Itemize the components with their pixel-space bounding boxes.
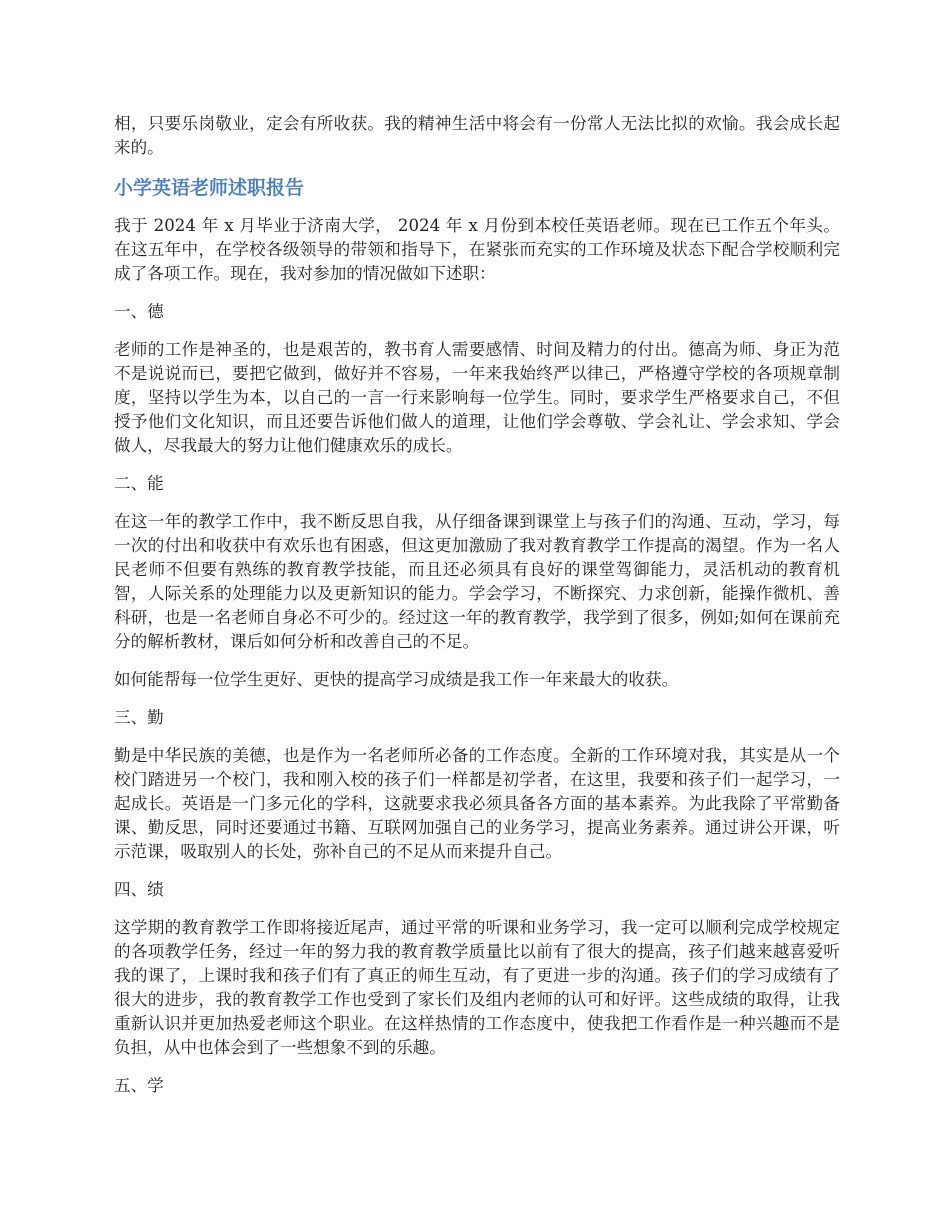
section-ji-paragraph: 这学期的教育教学工作即将接近尾声，通过平常的听课和业务学习，我一定可以顺利完成学校规定的各项教学任务，经过一年的努力我的教育教学质量比以前有了很大的提高，孩子们越来越喜爱听我的课了，上课时我和孩子们有了真正的师生互动，有了更进一步的沟通。孩子们的学习成绩有了很大的进步，我的教育教学工作也受到了家长们及组内老师的认可和好评。这些成绩的取得，让我重新认识并更加热爱老师这个职业。在这样热情的工作态度中，使我把工作看作是一种兴趣而不是负担，从中也体会到了一些想象不到的乐趣。 [114,918,840,1057]
section-heading-neng: 二、能 [114,474,164,493]
section-heading-xue: 五、学 [114,1076,164,1095]
document-title: 小学英语老师述职报告 [114,177,305,199]
section-neng-paragraph: 如何能帮每一位学生更好、更快的提高学习成绩是我工作一年来最大的收获。 [114,670,679,689]
section-neng-paragraph: 在这一年的教学工作中，我不断反思自我，从仔细备课到课堂上与孩子们的沟通、互动，学习，每一次的付出和收获中有欢乐也有困惑，但这更加激励了我对教育教学工作提高的渴望。作为一名人民老师不但要有熟练的教育教学技能，而且还必须具有良好的课堂驾御能力，灵活机动的教育机智，人际关系的处理能力以及更新知识的能力。学会学习，不断探究、力求创新，能操作微机、善科研，也是一名老师自身必不可少的。经过这一年的教育教学，我学到了很多，例如;如何在课前充分的解析教材，课后如何分析和改善自己的不足。 [114,512,840,651]
section-qin-paragraph: 勤是中华民族的美德，也是作为一名老师所必备的工作态度。全新的工作环境对我，其实是从一个校门踏进另一个校门，我和刚入校的孩子们一样都是初学者，在这里，我要和孩子们一起学习，一起成长。英语是一门多元化的学科，这就要求我必须具备各方面的基本素养。为此我除了平常勤备课、勤反思，同时还要通过书籍、互联网加强自己的业务学习，提高业务素养。通过讲公开课，听示范课，吸取别人的长处，弥补自己的不足从而来提升自己。 [114,746,840,861]
section-heading-de: 一、德 [114,302,164,321]
document-page [114,112,840,1112]
section-heading-qin: 三、勤 [114,708,164,727]
intro-fragment-paragraph: 相，只要乐岗敬业，定会有所收获。我的精神生活中将会有一份常人无法比拟的欢愉。我会成长起来的。 [114,114,840,157]
section-de-paragraph: 老师的工作是神圣的，也是艰苦的，教书育人需要感情、时间及精力的付出。德高为师、身正为范不是说说而已，要把它做到，做好并不容易，一年来我始终严以律己，严格遵守学校的各项规章制度，坚持以学生为本，以自己的一言一行来影响每一位学生。同时，要求学生严格要求自己，不但授予他们文化知识，而且还要告诉他们做人的道理，让他们学会尊敬、学会礼让、学会求知、学会做人，尽我最大的努力让他们健康欢乐的成长。 [114,340,840,455]
section-heading-ji: 四、绩 [114,880,164,899]
opening-paragraph: 我于 2024 年 x 月毕业于济南大学， 2024 年 x 月份到本校任英语老师。现在已工作五个年头。在这五年中，在学校各级领导的带领和指导下，在紧张而充实的工作环境及状态下配合学校顺利完成了各项工作。现在，我对参加的情况做如下述职： [114,216,840,283]
